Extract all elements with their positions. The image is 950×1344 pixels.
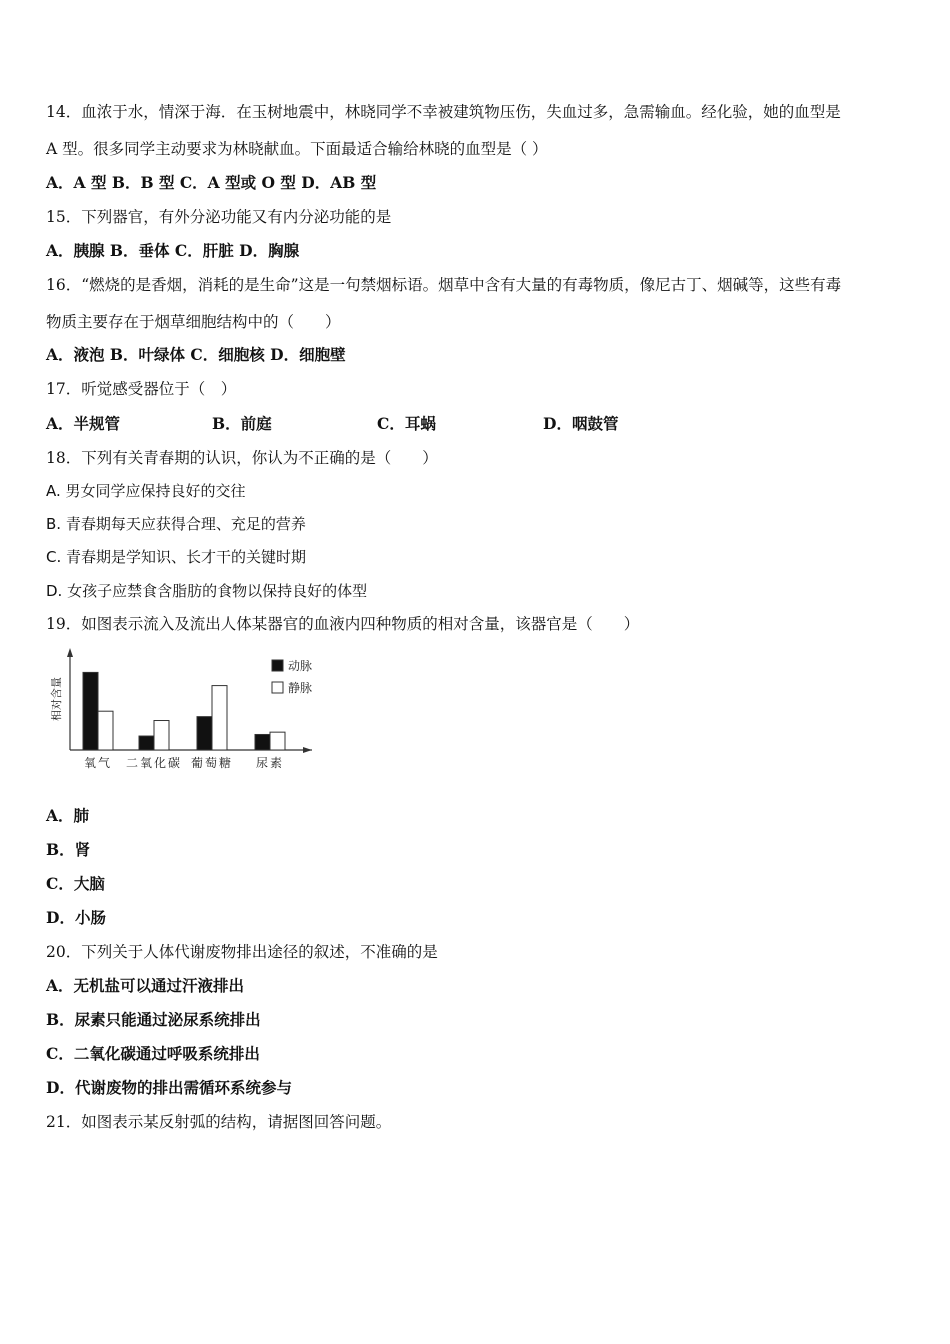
q20-option-d: D．代谢废物的排出需循环系统参与 <box>46 1078 292 1097</box>
q19-stem: 19．如图表示流入及流出人体某器官的血液内四种物质的相对含量，该器官是（ ） <box>46 615 640 633</box>
x-tick-label: 葡萄糖 <box>190 756 234 770</box>
q17-option-d: D．咽鼓管 <box>543 414 619 433</box>
x-tick-label: 氧气 <box>83 756 113 770</box>
q19-option-d: D．小肠 <box>46 908 106 927</box>
q14-stem-line1: 14．血浓于水，情深于海．在玉树地震中，林晓同学不幸被建筑物压伤，失血过多，急需输血。经化验，她的血型是 <box>46 103 841 121</box>
legend-label-artery: 动脉 <box>288 659 313 673</box>
bar-vein-1 <box>154 721 169 750</box>
bar-artery-1 <box>139 736 154 750</box>
legend-swatch-vein <box>272 682 283 693</box>
q15-options: A．胰腺 B．垂体 C．肝脏 D．胸腺 <box>46 241 300 260</box>
x-tick-label: 尿素 <box>255 756 285 770</box>
bar-artery-3 <box>255 734 270 750</box>
legend-label-vein: 静脉 <box>288 681 313 695</box>
q20-option-a: A．无机盐可以通过汗液排出 <box>46 976 245 995</box>
q14-options: A．A 型 B．B 型 C．A 型或 O 型 D．AB 型 <box>46 173 377 192</box>
q19-option-b: B．肾 <box>46 840 91 859</box>
q21-stem: 21．如图表示某反射弧的结构，请据图回答问题。 <box>46 1113 392 1131</box>
q20-stem: 20．下列关于人体代谢废物排出途径的叙述，不准确的是 <box>46 943 438 961</box>
q16-stem-line2: 物质主要存在于烟草细胞结构中的（ ） <box>46 313 341 331</box>
q19-option-a: A．肺 <box>46 806 90 825</box>
q17-stem: 17．听觉感受器位于（ ） <box>46 380 237 398</box>
q16-stem-line1: 16．“燃烧的是香烟，消耗的是生命”这是一句禁烟标语。烟草中含有大量的有毒物质，像尼古丁、烟碱等，这些有毒 <box>46 276 842 294</box>
bar-vein-0 <box>98 711 113 750</box>
q20-option-b: B．尿素只能通过泌尿系统排出 <box>46 1010 261 1029</box>
q18-stem: 18．下列有关青春期的认识，你认为不正确的是（ ） <box>46 449 438 467</box>
q19-option-c: C．大脑 <box>46 874 105 893</box>
legend-swatch-artery <box>272 660 283 671</box>
q18-option-a: A. 男女同学应保持良好的交往 <box>46 482 246 500</box>
q18-option-b: B. 青春期每天应获得合理、充足的营养 <box>46 515 306 533</box>
q19-bar-chart <box>40 640 330 790</box>
bar-vein-2 <box>212 686 227 750</box>
q20-option-c: C．二氧化碳通过呼吸系统排出 <box>46 1044 260 1063</box>
q15-stem: 15．下列器官，有外分泌功能又有内分泌功能的是 <box>46 208 392 226</box>
bar-artery-2 <box>197 717 212 750</box>
q17-option-a: A．半规管 <box>46 414 121 433</box>
q18-option-d: D. 女孩子应禁食含脂肪的食物以保持良好的体型 <box>46 582 368 600</box>
q18-option-c: C. 青春期是学知识、长才干的关键时期 <box>46 548 307 566</box>
q17-option-b: B．前庭 <box>212 414 272 433</box>
q16-options: A．液泡 B．叶绿体 C．细胞核 D．细胞壁 <box>46 345 346 364</box>
q17-option-c: C．耳蜗 <box>377 414 436 433</box>
chart-legend <box>272 658 312 695</box>
bar-artery-0 <box>83 672 98 750</box>
chart-bars <box>83 672 285 750</box>
bar-vein-3 <box>270 732 285 750</box>
x-axis-arrow <box>303 747 312 753</box>
y-axis-arrow <box>67 648 73 657</box>
q14-stem-line2: A 型。很多同学主动要求为林晓献血。下面最适合输给林晓的血型是（ ） <box>46 140 548 158</box>
x-tick-label: 二氧化碳 <box>125 756 183 770</box>
y-axis-label: 相对含量 <box>50 677 63 721</box>
